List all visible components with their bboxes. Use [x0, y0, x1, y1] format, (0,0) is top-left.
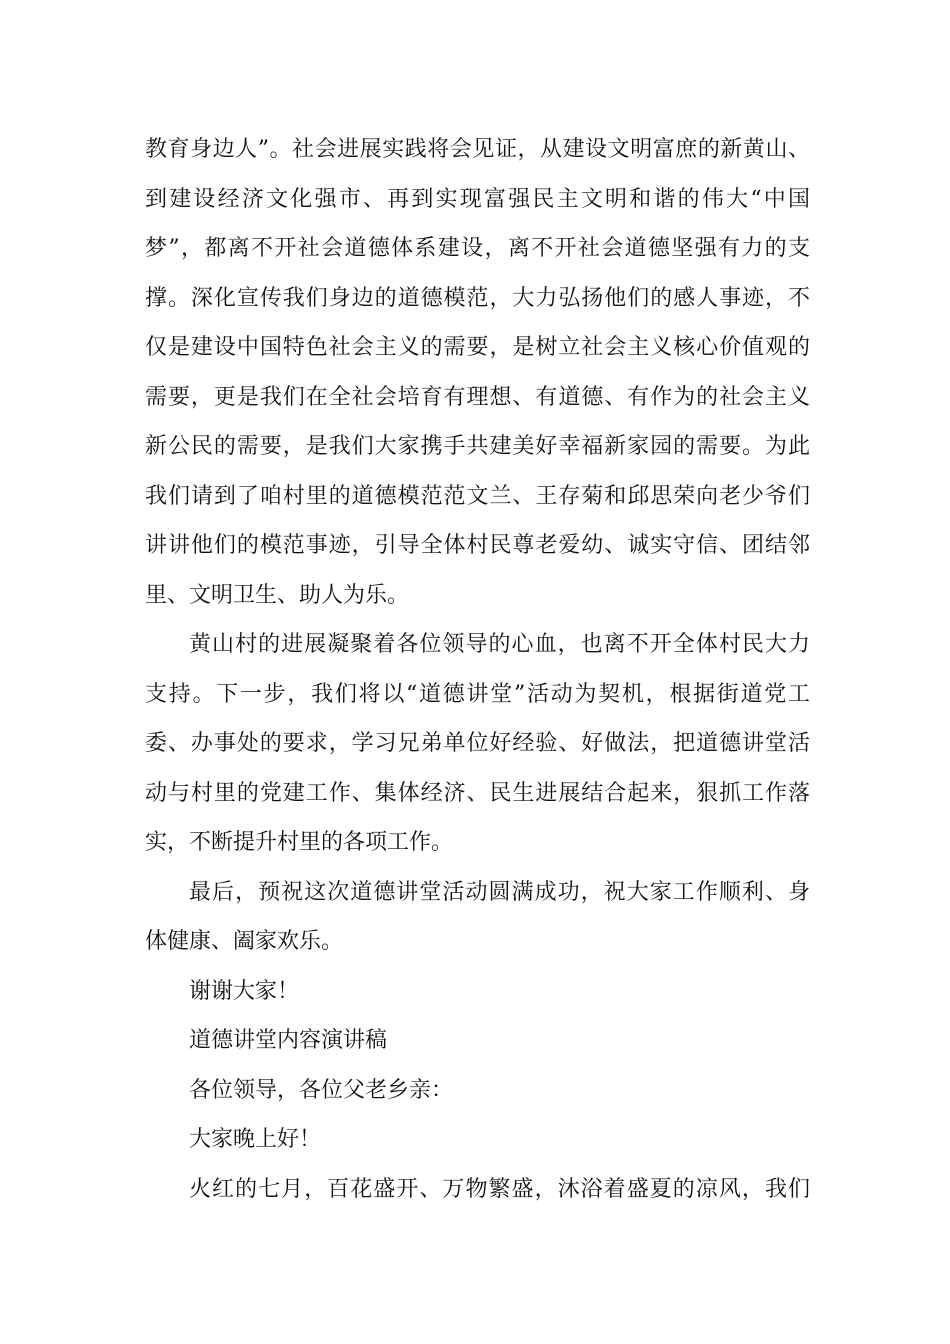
text-line: 撑。深化宣传我们身边的道德模范，大力弘扬他们的感人事迹，不 [145, 285, 810, 311]
text-line: 讲讲他们的模范事迹，引导全体村民尊老爱幼、诚实守信、团结邻 [145, 533, 810, 558]
paragraph-4 [145, 967, 810, 1017]
text-line: 最后，预祝这次道德讲堂活动圆满成功，祝大家工作顺利、身 [189, 879, 810, 905]
text-line: 道德讲堂内容演讲稿 [189, 1028, 388, 1053]
greeting [145, 1115, 810, 1165]
text-line: 我们请到了咱村里的道德模范范文兰、王存菊和邱思荣向老少爷们 [145, 483, 810, 509]
speech-title [145, 1016, 810, 1066]
text-line: 动与村里的党建工作、集体经济、民生进展结合起来，狠抓工作落 [145, 780, 810, 806]
text-line: 实，不断提升村里的各项工作。 [145, 830, 454, 855]
text-line: 支持。下一步，我们将以“道德讲堂”活动为契机，根据街道党工 [145, 681, 810, 707]
text-line: 委、办事处的要求，学习兄弟单位好经验、好做法，把道德讲堂活 [145, 731, 810, 756]
text-line: 各位领导，各位父老乡亲： [189, 1077, 454, 1103]
paragraph-3 [145, 868, 810, 967]
text-line: 到建设经济文化强市、再到实现富强民主文明和谐的伟大“中国 [145, 186, 810, 212]
paragraph-8 [145, 1165, 810, 1215]
text-line: 谢谢大家！ [189, 978, 300, 1004]
text-line: 体健康、阖家欢乐。 [145, 929, 344, 954]
text-line: 黄山村的进展凝聚着各位领导的心血，也离不开全体村民大力 [189, 632, 810, 657]
text-line: 教育身边人”。社会进展实践将会见证，从建设文明富庶的新黄山、 [145, 137, 810, 162]
text-line: 火红的七月，百花盛开、万物繁盛，沐浴着盛夏的凉风，我们 [189, 1176, 810, 1202]
text-line: 仅是建设中国特色社会主义的需要，是树立社会主义核心价值观的 [145, 335, 810, 360]
salutation [145, 1066, 810, 1116]
paragraph-2 [145, 620, 810, 868]
text-line: 新公民的需要，是我们大家携手共建美好幸福新家园的需要。为此 [145, 434, 810, 459]
text-line: 需要，更是我们在全社会培育有理想、有道德、有作为的社会主义 [145, 384, 810, 410]
text-line: 里、文明卫生、助人为乐。 [145, 582, 410, 608]
paragraph-1 [145, 125, 810, 620]
text-line: 梦”，都离不开社会道德体系建设，离不开社会道德坚强有力的支 [145, 236, 810, 261]
text-line: 大家晚上好！ [189, 1127, 322, 1152]
document-body [145, 125, 810, 1214]
